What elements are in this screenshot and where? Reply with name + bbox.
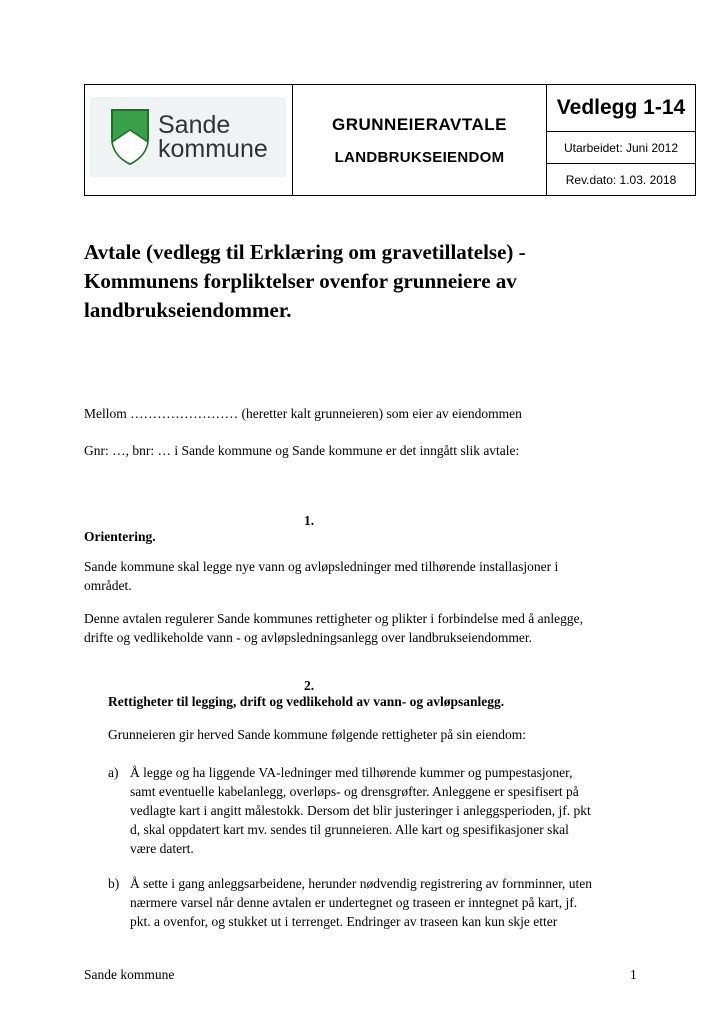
- list-item-a-line-5: være datert.: [130, 841, 194, 856]
- logo-text: [158, 113, 268, 161]
- header-title-line-1: GRUNNEIERAVTALE: [332, 114, 507, 134]
- section-1-para-2-line-1: Denne avtalen regulerer Sande kommunes rettigheter og plikter i forbindelse med å anlegge,: [84, 611, 583, 626]
- header-meta-cell: [547, 85, 695, 195]
- list-item-b-line-2: nærmere varsel når denne avtalen er undertegnet og traseen er inntegnet på kart, jf.: [130, 895, 578, 910]
- list-item-b-line-3: pkt. a ovenfor, og stukket ut i terrenget. Endringer av traseen kan kun skje etter: [130, 914, 558, 929]
- municipality-logo: [90, 97, 286, 177]
- vedlegg-number: Vedlegg 1-14: [547, 85, 695, 132]
- header-title-line-2: LANDBRUKSEIENDOM: [334, 148, 505, 166]
- section-2-number: 2.: [303, 678, 315, 693]
- list-item-b-label: b): [108, 876, 120, 891]
- intro-gnr: Gnr: …, bnr: … i Sande kommune og Sande kommune er det inngått slik avtale:: [84, 443, 520, 458]
- list-item-a-line-4: d, skal oppdatert kart mv. sendes til grunneieren. Alle kart og spesifikasjoner skal: [130, 822, 569, 837]
- coat-of-arms-icon: [110, 108, 150, 166]
- section-1-para-1-line-1: Sande kommune skal legge nye vann og avløpsledninger med tilhørende installasjoner i: [84, 559, 559, 574]
- logo-line-2: kommune: [158, 135, 268, 163]
- section-2-intro: Grunneieren gir herved Sande kommune følgende rettigheter på sin eiendom:: [108, 727, 526, 742]
- section-1-para-2-line-2: drifte og vedlikeholde vann - og avløpsledningsanlegg over landbrukseiendommer.: [84, 630, 533, 645]
- document-header: [84, 84, 696, 196]
- section-1-heading: Orientering.: [84, 529, 156, 544]
- logo-cell: [85, 85, 293, 195]
- list-item-b-line-1: Å sette i gang anleggsarbeidene, herunder nødvendig registrering av fornminner, uten: [130, 876, 593, 891]
- utarbeidet-date: Utarbeidet: Juni 2012: [547, 132, 695, 164]
- intro-mellom: Mellom …………………… (heretter kalt grunneieren) som eier av eiendommen: [84, 406, 522, 421]
- section-1-para-1-line-2: området.: [84, 578, 132, 593]
- document-title: Avtale (vedlegg til Erklæring om gravetillatelse) - Kommunens forpliktelser ovenfor grunneiere av landbrukseiendommer.: [84, 240, 526, 322]
- list-item-a-label: a): [108, 765, 119, 780]
- list-item-a-line-2: samt eventuelle kabelanlegg, overløps- og drensgrøfter. Anleggene er spesifisert på: [130, 784, 579, 799]
- section-2-heading: Rettigheter til legging, drift og vedlikehold av vann- og avløpsanlegg.: [108, 694, 505, 709]
- list-item-a-line-1: Å legge og ha liggende VA-ledninger med tilhørende kummer og pumpestasjoner,: [130, 765, 573, 780]
- footer-left: Sande kommune: [84, 967, 175, 982]
- header-title-cell: [293, 85, 547, 195]
- section-1-number: 1.: [303, 513, 315, 528]
- list-item-a-line-3: vedlagte kart i angitt målestokk. Dersom det blir justeringer i anleggsperioden, jf. pkt: [130, 803, 591, 818]
- revision-date: Rev.dato: 1.03. 2018: [565, 172, 677, 187]
- logo-line-1: Sande: [158, 111, 231, 139]
- page-number: 1: [630, 967, 637, 982]
